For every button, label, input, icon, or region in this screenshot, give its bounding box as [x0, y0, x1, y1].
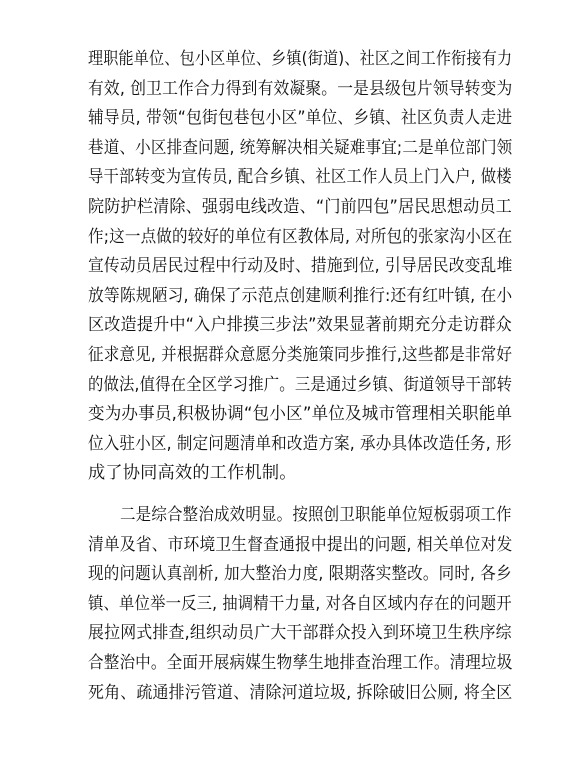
paragraph-1-line-13: 变为办事员,积极协调“包小区”单位及城市管理相关职能单: [88, 404, 513, 425]
paragraph-1-line-11: 征求意见, 并根据群众意愿分类施策同步推行,这些都是非常好: [88, 345, 513, 365]
paragraph-2-line-4: 镇、单位举一反三, 抽调精干力量, 对各自区域内存在的问题开: [88, 593, 512, 614]
paragraph-1-line-3: 辅导员, 带领“包街包巷包小区”单位、乡镇、社区负责人走进: [88, 108, 513, 129]
paragraph-2-line-6: 合整治中。全面开展病媒生物孳生地排查治理工作。清理垃圾: [88, 653, 513, 673]
paragraph-2-line-5: 展拉网式排查,组织动员广大干部群众投入到环境卫生秩序综: [88, 623, 512, 644]
paragraph-1-line-14: 位入驻小区, 制定问题清单和改造方案, 承办具体改造任务, 形: [88, 433, 512, 454]
paragraph-1-line-5: 导干部转变为宣传员, 配合乡镇、社区工作人员上门入户, 做楼: [88, 167, 512, 188]
paragraph-1-line-10: 区改造提升中“入户排摸三步法”效果显著前期充分走访群众: [88, 315, 512, 336]
paragraph-2-line-1: 二是综合整治成效明显。按照创卫职能单位短板弱项工作: [120, 505, 512, 525]
paragraph-1-line-1: 理职能单位、包小区单位、乡镇(街道)、社区之间工作衔接有力: [88, 49, 513, 69]
paragraph-1-line-4: 巷道、小区排查问题, 统筹解决相关疑难事宜;二是单位部门领: [88, 137, 513, 158]
paragraph-2-line-3: 现的问题认真剖析, 加大整治力度, 限期落实整改。同时, 各乡: [88, 564, 512, 585]
paragraph-1-line-6: 院防护栏清除、强弱电线改造、“门前四包”居民思想动员工: [88, 197, 512, 217]
paragraph-1-line-12: 的做法,值得在全区学习推广。三是通过乡镇、街道领导干部转: [88, 374, 513, 395]
paragraph-1-line-7: 作;这一点做的较好的单位有区教体局, 对所包的张家沟小区在: [88, 226, 513, 247]
paragraph-2-line-2: 清单及省、市环境卫生督查通报中提出的问题, 相关单位对发: [88, 534, 513, 555]
paragraph-1-line-8: 宣传动员居民过程中行动及时、措施到位, 引导居民改变乱堆: [88, 256, 513, 277]
paragraph-1-line-9: 放等陈规陋习, 确保了示范点创建顺利推行:还有红叶镇, 在小: [88, 285, 513, 306]
paragraph-2-line-7: 死角、疏通排污管道、清除河道垃圾, 拆除破旧公厕, 将全区: [88, 682, 513, 703]
paragraph-1-line-2: 有效, 创卫工作合力得到有效凝聚。一是县级包片领导转变为: [88, 78, 513, 99]
paragraph-1-line-15: 成了协同高效的工作机制。: [88, 463, 297, 484]
